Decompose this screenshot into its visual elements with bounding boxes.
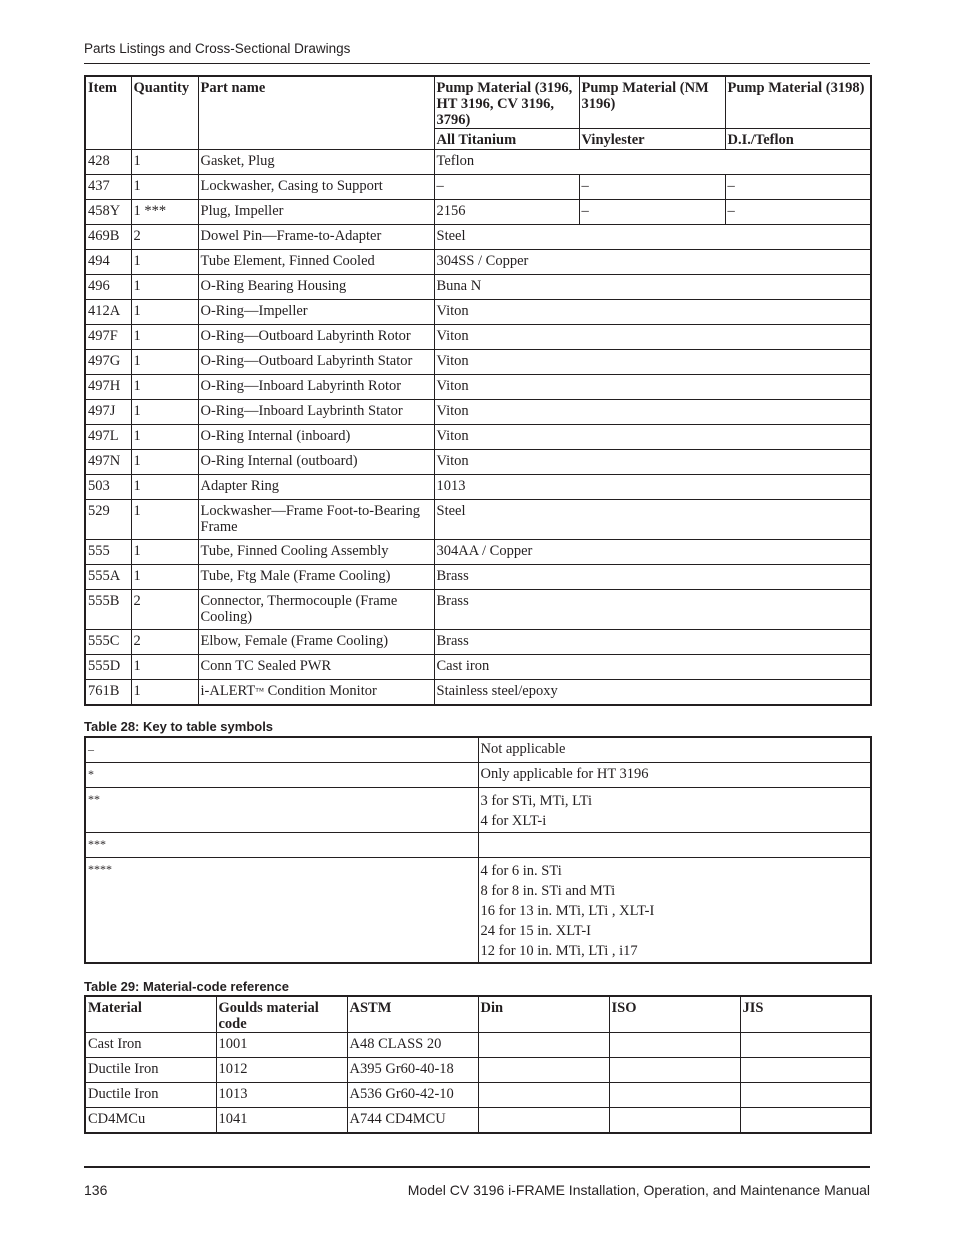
quantity-cell: 1: [131, 325, 198, 350]
item-cell: 497F: [85, 325, 131, 350]
meaning-line: 4 for 6 in. STi: [480, 862, 562, 879]
meaning-cell: [478, 762, 871, 787]
material-cell: Brass: [434, 590, 871, 630]
part-name-cell: Tube, Ftg Male (Frame Cooling): [198, 565, 434, 590]
material-cell: Viton: [434, 350, 871, 375]
header-astm: ASTM: [347, 996, 478, 1033]
header-din: Din: [478, 996, 609, 1033]
meaning-line: 4 for XLT-i: [480, 812, 547, 829]
quantity-cell: 1: [131, 175, 198, 200]
quantity-cell: 1: [131, 375, 198, 400]
quantity-cell: 1 ***: [131, 200, 198, 225]
part-name-cell: Conn TC Sealed PWR: [198, 655, 434, 680]
meaning-cell: [478, 787, 871, 832]
part-name-cell: Connector, Thermocouple (Frame Cooling): [198, 590, 434, 630]
jis-cell: [740, 1083, 871, 1108]
table-row: [85, 857, 871, 963]
table-row: [85, 325, 871, 350]
din-cell: [478, 1108, 609, 1133]
part-name-cell: O-Ring—Inboard Laybrinth Stator: [198, 400, 434, 425]
part-name-cell: [198, 680, 434, 705]
astm-cell: A48 CLASS 20: [347, 1033, 478, 1058]
material-cell: Buna N: [434, 275, 871, 300]
item-cell: 428: [85, 150, 131, 175]
material-cell: 2156: [434, 200, 579, 225]
header-material: Material: [85, 996, 216, 1033]
table-row: [85, 200, 871, 225]
table-row: [85, 425, 871, 450]
material-cell: –: [579, 200, 725, 225]
quantity-cell: 1: [131, 680, 198, 705]
meaning-cell: [478, 737, 871, 762]
din-cell: [478, 1083, 609, 1108]
trademark-symbol: ™: [255, 686, 265, 696]
table-row: [85, 1108, 871, 1133]
material-cell: Ductile Iron: [85, 1083, 216, 1108]
din-cell: [478, 1058, 609, 1083]
part-name-cell: O-Ring Bearing Housing: [198, 275, 434, 300]
table-row: [85, 1033, 871, 1058]
iso-cell: [609, 1033, 740, 1058]
jis-cell: [740, 1058, 871, 1083]
item-cell: 497G: [85, 350, 131, 375]
running-head: Parts Listings and Cross-Sectional Drawings: [84, 41, 351, 56]
key-table: [84, 736, 872, 964]
quantity-cell: 1: [131, 475, 198, 500]
astm-cell: A536 Gr60-42-10: [347, 1083, 478, 1108]
code-cell: 1001: [216, 1033, 347, 1058]
manual-title: Model CV 3196 i-FRAME Installation, Operation, and Maintenance Manual: [407, 1182, 870, 1198]
table-row: [85, 590, 871, 630]
iso-cell: [609, 1083, 740, 1108]
part-name-cell: Tube Element, Finned Cooled: [198, 250, 434, 275]
material-cell: –: [725, 175, 871, 200]
item-cell: 437: [85, 175, 131, 200]
part-name-cell: O-Ring—Outboard Labyrinth Stator: [198, 350, 434, 375]
meaning-line: 8 for 8 in. STi and MTi: [480, 882, 616, 899]
header-pump-material-3196: Pump Material (3196, HT 3196, CV 3196, 3796): [434, 76, 579, 129]
part-name-cell: Lockwasher, Casing to Support: [198, 175, 434, 200]
material-table: [84, 995, 872, 1134]
subheader-all-titanium: All Titanium: [434, 129, 579, 150]
material-cell: Cast iron: [434, 655, 871, 680]
item-cell: 497N: [85, 450, 131, 475]
material-cell: Viton: [434, 400, 871, 425]
quantity-cell: 2: [131, 225, 198, 250]
meaning-line: 24 for 15 in. XLT-I: [480, 922, 591, 939]
quantity-cell: 2: [131, 630, 198, 655]
item-cell: 761B: [85, 680, 131, 705]
table-row: [85, 400, 871, 425]
header-goulds-code: Goulds material code: [216, 996, 347, 1033]
item-cell: 469B: [85, 225, 131, 250]
table-row: [85, 737, 871, 762]
material-cell: Ductile Iron: [85, 1058, 216, 1083]
part-name-cell: Gasket, Plug: [198, 150, 434, 175]
material-cell: Viton: [434, 375, 871, 400]
material-cell: 304AA / Copper: [434, 540, 871, 565]
item-cell: 555D: [85, 655, 131, 680]
material-cell: 304SS / Copper: [434, 250, 871, 275]
table-row: [85, 630, 871, 655]
table-row: [85, 540, 871, 565]
item-cell: 503: [85, 475, 131, 500]
table-29-caption: Table 29: Material-code reference: [84, 979, 289, 994]
material-cell: Stainless steel/epoxy: [434, 680, 871, 705]
material-cell: Viton: [434, 450, 871, 475]
part-name-cell: O-Ring—Outboard Labyrinth Rotor: [198, 325, 434, 350]
table-row: [85, 225, 871, 250]
meaning-cell: [478, 832, 871, 857]
part-name-cell: O-Ring—Impeller: [198, 300, 434, 325]
astm-cell: A395 Gr60-40-18: [347, 1058, 478, 1083]
material-cell: Cast Iron: [85, 1033, 216, 1058]
quantity-cell: 1: [131, 450, 198, 475]
item-cell: 497J: [85, 400, 131, 425]
iso-cell: [609, 1058, 740, 1083]
material-cell: Brass: [434, 565, 871, 590]
table-row: [85, 150, 871, 175]
table-row: [85, 832, 871, 857]
part-name-cell: Adapter Ring: [198, 475, 434, 500]
meaning-line: 12 for 10 in. MTi, LTi , i17: [480, 942, 638, 959]
table-row: [85, 175, 871, 200]
table-row: [85, 1058, 871, 1083]
table-row: [85, 450, 871, 475]
table-row: [85, 565, 871, 590]
quantity-cell: 2: [131, 590, 198, 630]
material-cell: Teflon: [434, 150, 871, 175]
part-name-cell: O-Ring—Inboard Labyrinth Rotor: [198, 375, 434, 400]
part-name-cell: Dowel Pin—Frame-to-Adapter: [198, 225, 434, 250]
quantity-cell: 1: [131, 150, 198, 175]
header-part-name: Part name: [198, 76, 434, 150]
material-cell: Viton: [434, 425, 871, 450]
parts-table: [84, 75, 872, 706]
header-iso: ISO: [609, 996, 740, 1033]
symbol-cell: –: [85, 737, 478, 762]
table-row: [85, 475, 871, 500]
table-row: [85, 250, 871, 275]
table-row: [85, 500, 871, 540]
item-cell: 494: [85, 250, 131, 275]
meaning-line: 16 for 13 in. MTi, LTi , XLT-I: [480, 902, 655, 919]
item-cell: 555: [85, 540, 131, 565]
item-cell: 529: [85, 500, 131, 540]
symbol-cell: ***: [85, 832, 478, 857]
quantity-cell: 1: [131, 500, 198, 540]
quantity-cell: 1: [131, 300, 198, 325]
item-cell: 458Y: [85, 200, 131, 225]
table-row: [85, 680, 871, 705]
material-cell: Steel: [434, 225, 871, 250]
header-rule: [84, 63, 870, 64]
item-cell: 497H: [85, 375, 131, 400]
quantity-cell: 1: [131, 350, 198, 375]
quantity-cell: 1: [131, 565, 198, 590]
material-cell: Steel: [434, 500, 871, 540]
quantity-cell: 1: [131, 425, 198, 450]
quantity-cell: 1: [131, 275, 198, 300]
din-cell: [478, 1033, 609, 1058]
item-cell: 496: [85, 275, 131, 300]
part-name-cell: Tube, Finned Cooling Assembly: [198, 540, 434, 565]
page-number: 136: [84, 1182, 108, 1198]
table-row: [85, 300, 871, 325]
meaning-line: Only applicable for HT 3196: [480, 765, 649, 782]
part-name-cell: Lockwasher—Frame Foot-to-Bearing Frame: [198, 500, 434, 540]
header-item: Item: [85, 76, 131, 150]
header-quantity: Quantity: [131, 76, 198, 150]
material-cell: 1013: [434, 475, 871, 500]
meaning-line: Not applicable: [480, 741, 566, 757]
part-name-cell: O-Ring Internal (outboard): [198, 450, 434, 475]
subheader-vinylester: Vinylester: [579, 129, 725, 150]
table-row: [85, 275, 871, 300]
item-cell: 412A: [85, 300, 131, 325]
symbol-cell: **: [85, 787, 478, 832]
footer-rule: [84, 1166, 870, 1168]
subheader-di-teflon: D.I./Teflon: [725, 129, 871, 150]
material-cell: CD4MCu: [85, 1108, 216, 1133]
iso-cell: [609, 1108, 740, 1133]
material-cell: –: [579, 175, 725, 200]
material-cell: –: [725, 200, 871, 225]
astm-cell: A744 CD4MCU: [347, 1108, 478, 1133]
part-name-cell: Elbow, Female (Frame Cooling): [198, 630, 434, 655]
quantity-cell: 1: [131, 400, 198, 425]
part-name-suffix: Condition Monitor: [264, 683, 377, 699]
table-row: [85, 655, 871, 680]
header-pump-material-nm3196: Pump Material (NM 3196): [579, 76, 725, 129]
meaning-line: 3 for STi, MTi, LTi: [480, 792, 593, 809]
code-cell: 1012: [216, 1058, 347, 1083]
material-cell: Viton: [434, 325, 871, 350]
table-row: [85, 787, 871, 832]
item-cell: 555A: [85, 565, 131, 590]
jis-cell: [740, 1033, 871, 1058]
quantity-cell: 1: [131, 540, 198, 565]
material-cell: –: [434, 175, 579, 200]
material-cell: Viton: [434, 300, 871, 325]
code-cell: 1013: [216, 1083, 347, 1108]
table-row: [85, 762, 871, 787]
jis-cell: [740, 1108, 871, 1133]
table-row: [85, 375, 871, 400]
material-cell: Brass: [434, 630, 871, 655]
part-name-cell: O-Ring Internal (inboard): [198, 425, 434, 450]
table-row: [85, 1083, 871, 1108]
header-pump-material-3198: Pump Material (3198): [725, 76, 871, 129]
table-28-caption: Table 28: Key to table symbols: [84, 719, 274, 734]
part-name-prefix: i-ALERT: [200, 683, 256, 699]
meaning-cell: [478, 857, 871, 963]
item-cell: 497L: [85, 425, 131, 450]
symbol-cell: *: [85, 762, 478, 787]
item-cell: 555B: [85, 590, 131, 630]
quantity-cell: 1: [131, 250, 198, 275]
header-jis: JIS: [740, 996, 871, 1033]
code-cell: 1041: [216, 1108, 347, 1133]
quantity-cell: 1: [131, 655, 198, 680]
symbol-cell: ****: [85, 857, 478, 963]
table-row: [85, 350, 871, 375]
part-name-cell: Plug, Impeller: [198, 200, 434, 225]
item-cell: 555C: [85, 630, 131, 655]
